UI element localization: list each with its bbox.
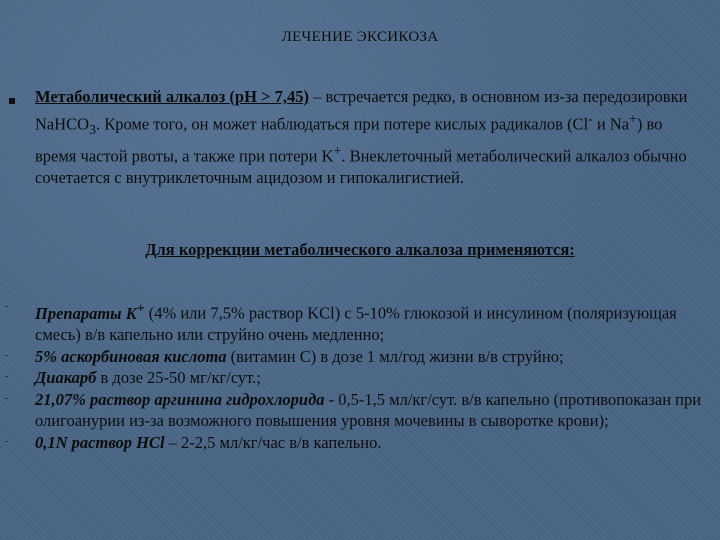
dash-bullet-icon (5, 355, 8, 356)
list-item (35, 346, 707, 368)
item-rest: (витамин С) в дозе 1 мл/год жизни в/в струйно; (226, 346, 564, 366)
list-item (35, 297, 707, 346)
paragraph-text-b: . Кроме того, он может наблюдаться при потере кислых радикалов (Cl (95, 114, 589, 133)
subscript-3: 3 (89, 121, 96, 137)
item-bold: Диакарб (35, 368, 97, 387)
list-item (35, 389, 707, 432)
dash-bullet-icon (5, 441, 8, 442)
item-bold (35, 300, 145, 323)
dash-bullet-icon (5, 398, 8, 399)
item-rest: – 2-2,5 мл/кг/час в/в капельно. (164, 432, 382, 452)
item-bold: 21,07% раствор аргинина гидрохлорида (35, 389, 325, 409)
item-rest: в дозе 25-50 мг/кг/сут.; (96, 368, 261, 387)
slide-title: ЛЕЧЕНИЕ ЭКСИКОЗА (281, 29, 439, 45)
item-rest: - 0,5-1,5 мл/кг/сут. в/в капельно (противопоказан при олигоанурии из-за возможного повышения уровня мочевины в сыворотке крови); (35, 389, 702, 430)
section-heading: Для коррекции метаболического алкалоза применяются: (145, 240, 575, 259)
paragraph-text-d: ) во время частой рвоты, а также при потери K (35, 114, 663, 166)
list-item (35, 367, 707, 389)
paragraph-text-a: – встречается редко, в основном из-за передозировки NaHCO (35, 87, 688, 133)
superscript-plus: + (629, 110, 637, 126)
dash-bullet-icon (5, 306, 8, 307)
item-rest: (4% или 7,5% раствор KCl) с 5-10% глюкозой и инсулином (поляризующая смесь) в/в капельно или струйно очень медленно; (35, 303, 677, 344)
item-superscript: + (136, 300, 145, 315)
item-bold: 5% аскорбиновая кислота (35, 346, 227, 366)
paragraph-text-c: и Na (592, 114, 630, 133)
item-bold-text: Препараты K (35, 303, 137, 323)
dash-bullet-icon (5, 376, 8, 377)
superscript-minus: - (588, 110, 593, 126)
square-bullet-icon (9, 98, 15, 104)
list-item (35, 432, 707, 454)
superscript-plus-2: + (333, 142, 342, 158)
intro-paragraph (35, 86, 707, 188)
treatment-list (35, 297, 707, 453)
paragraph-text-e: . Внеклеточный метаболический алкалоз обычно сочетается с внутриклеточным ацидозом и гипокалигистией. (35, 146, 687, 187)
term-metabolic-alkalosis: Метаболический алкалоз (рН > 7,45) (35, 87, 309, 106)
item-bold: 0,1N раствор HCl (35, 432, 165, 452)
